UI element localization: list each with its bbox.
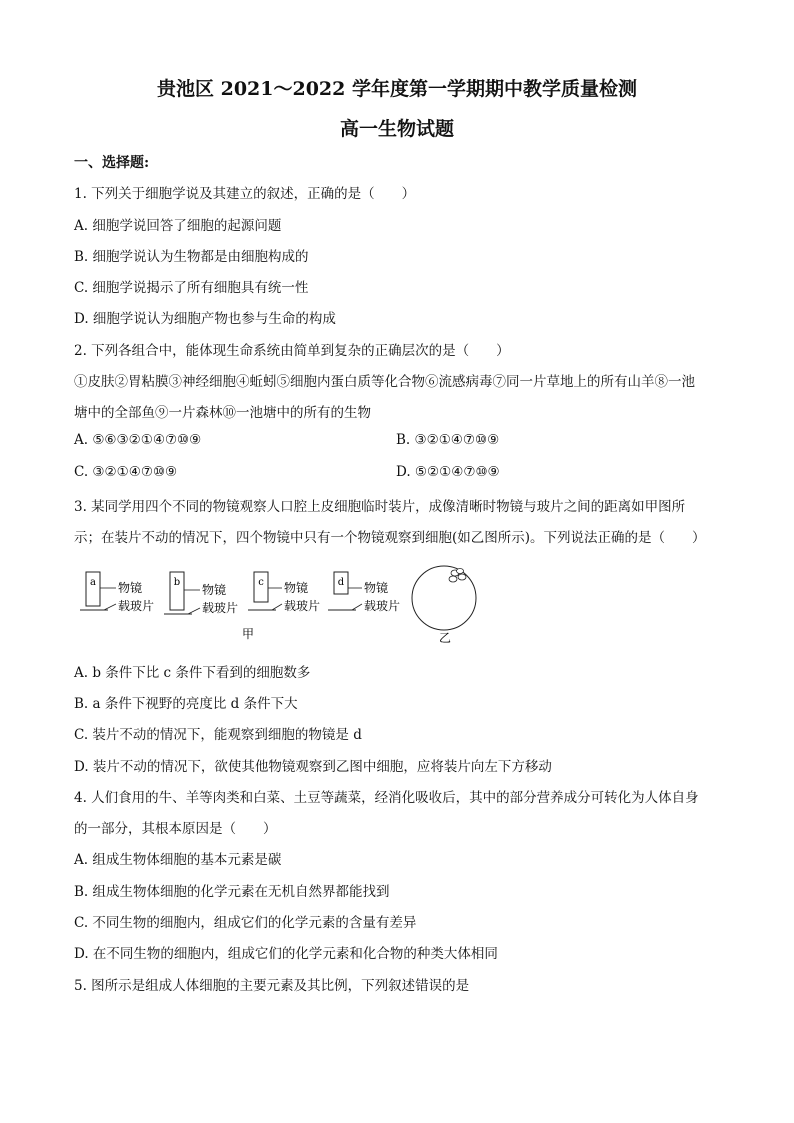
q4-option-c: C. 不同生物的细胞内，组成它们的化学元素的含量有差异	[74, 915, 417, 931]
objective-label-b: 物镜	[202, 583, 227, 597]
lens-label-a: a	[90, 577, 96, 588]
q3-option-b: B. a 条件下视野的亮度比 d 条件下大	[74, 696, 298, 712]
q3-figure	[74, 558, 494, 646]
q1-option-b: B. 细胞学说认为生物都是由细胞构成的	[74, 249, 309, 265]
field-of-view-circle	[412, 566, 476, 630]
lens-label-d: d	[337, 577, 345, 588]
caption-yi: 乙	[439, 631, 452, 645]
objective-label-d: 物镜	[364, 581, 389, 595]
q4-stem-line1: 4. 人们食用的牛、羊等肉类和白菜、土豆等蔬菜，经消化吸收后，其中的部分营养成分可转化为人体自身	[74, 790, 699, 806]
q2-items-line1: ①皮肤②胃粘膜③神经细胞④蚯蚓⑤细胞内蛋白质等化合物⑥流感病毒⑦同一片草地上的所有山羊⑧一池	[74, 374, 695, 390]
slide-label-c: 载玻片	[284, 599, 321, 613]
objective-lens-b	[164, 572, 238, 615]
q2-option-d: D. ⑤②①④⑦⑩⑨	[396, 464, 500, 480]
section-heading: 一、选择题:	[74, 155, 150, 171]
q4-option-a: A. 组成生物体细胞的基本元素是碳	[74, 852, 282, 868]
lens-label-c: c	[258, 577, 264, 588]
q4-option-b: B. 组成生物体细胞的化学元素在无机自然界都能找到	[74, 884, 390, 900]
q4-option-d: D. 在不同生物的细胞内，组成它们的化学元素和化合物的种类大体相同	[74, 946, 498, 962]
q1-option-c: C. 细胞学说揭示了所有细胞具有统一性	[74, 280, 309, 296]
cell-shape	[458, 574, 466, 580]
q4-stem-line2: 的一部分，其根本原因是（ ）	[74, 821, 277, 837]
q3-option-a: A. b 条件下比 c 条件下看到的细胞数多	[74, 665, 311, 681]
objective-label-a: 物镜	[118, 581, 143, 595]
objective-lens-c	[248, 572, 320, 613]
q1-option-a: A. 细胞学说回答了细胞的起源问题	[74, 218, 282, 234]
caption-jia: 甲	[242, 627, 255, 641]
q3-stem-line1: 3. 某同学用四个不同的物镜观察人口腔上皮细胞临时装片，成像清晰时物镜与玻片之间的距离如甲图所	[74, 499, 686, 515]
q1-option-d: D. 细胞学说认为细胞产物也参与生命的构成	[74, 311, 336, 327]
q2-items-line2: 塘中的全部鱼⑨一片森林⑩一池塘中的所有的生物	[74, 405, 371, 421]
q2-option-b: B. ③②①④⑦⑩⑨	[396, 432, 500, 448]
cell-shape	[449, 576, 457, 582]
q2-option-c: C. ③②①④⑦⑩⑨	[74, 464, 178, 480]
slide-label-d: 载玻片	[364, 599, 401, 613]
q2-option-a: A. ⑤⑥③②①④⑦⑩⑨	[74, 432, 202, 448]
cell-shape	[457, 569, 464, 574]
objective-lens-d	[328, 572, 400, 613]
slide-label-b: 载玻片	[202, 601, 239, 615]
q2-stem: 2. 下列各组合中，能体现生命系统由简单到复杂的正确层次的是（ ）	[74, 343, 510, 359]
exam-subtitle: 高一生物试题	[339, 118, 454, 140]
objective-label-c: 物镜	[284, 581, 309, 595]
q3-option-d: D. 装片不动的情况下，欲使其他物镜观察到乙图中细胞，应将装片向左下方移动	[74, 759, 552, 775]
q5-stem: 5. 图所示是组成人体细胞的主要元素及其比例，下列叙述错误的是	[74, 978, 470, 994]
slide-label-a: 载玻片	[118, 599, 155, 613]
q3-stem-line2: 示；在装片不动的情况下，四个物镜中只有一个物镜观察到细胞(如乙图所示)。下列说法正确的是（ ）	[74, 530, 706, 546]
q1-stem: 1. 下列关于细胞学说及其建立的叙述，正确的是（ ）	[74, 186, 416, 202]
lens-label-b: b	[173, 577, 181, 588]
q3-option-c: C. 装片不动的情况下，能观察到细胞的物镜是 d	[74, 727, 362, 743]
exam-title: 贵池区 2021～2022 学年度第一学期期中教学质量检测	[157, 78, 637, 100]
objective-lens-a	[80, 572, 154, 613]
